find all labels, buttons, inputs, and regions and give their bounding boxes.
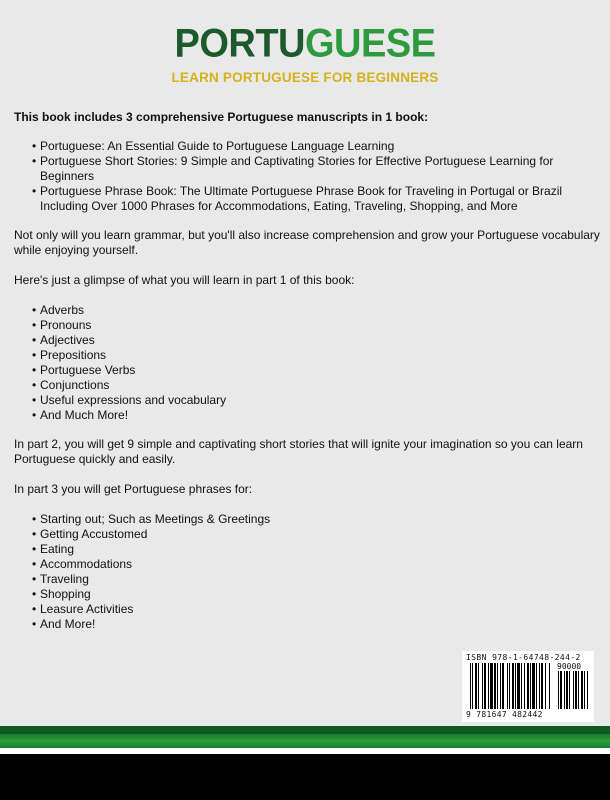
list-item: • Portuguese: An Essential Guide to Portuguese Language Learning — [32, 139, 604, 154]
intro-lead: This book includes 3 comprehensive Portuguese manuscripts in 1 book: — [14, 110, 429, 124]
list-item: • And Much More! — [32, 408, 604, 423]
footer-black-band — [0, 754, 610, 800]
title-part-2: GUESE — [304, 21, 436, 67]
list-item: • Accommodations — [32, 557, 604, 572]
list-item: • Traveling — [32, 572, 604, 587]
list-item: • Adverbs — [32, 303, 604, 318]
book-title — [0, 23, 610, 65]
list-item: • Prepositions — [32, 348, 604, 363]
list-item: • Pronouns — [32, 318, 604, 333]
list-item: • Portuguese Short Stories: 9 Simple and Captivating Stories for Effective Portuguese Learning for Beginners — [32, 154, 604, 184]
isbn-number: 9 781647 482442 — [466, 710, 543, 719]
manuscript-list — [14, 139, 604, 214]
footer-dark-stripe — [0, 726, 610, 734]
barcode-addon-bars — [558, 671, 590, 709]
part3-list — [14, 512, 604, 632]
list-item: • And More! — [32, 617, 604, 632]
list-item: • Getting Accustomed — [32, 527, 604, 542]
barcode-bars — [470, 663, 555, 709]
list-item: • Leasure Activities — [32, 602, 604, 617]
title-part-1: PORTU — [174, 21, 305, 67]
list-item: • Adjectives — [32, 333, 604, 348]
isbn-barcode — [462, 651, 594, 722]
list-item: • Portuguese Verbs — [32, 363, 604, 378]
barcode-stripe — [588, 671, 589, 709]
isbn-label: ISBN 978-1-64748-244-2 — [466, 653, 581, 662]
book-subtitle: LEARN PORTUGUESE FOR BEGINNERS — [171, 70, 439, 85]
price-code: 90000 — [557, 662, 582, 671]
list-item: • Eating — [32, 542, 604, 557]
list-item: • Portuguese Phrase Book: The Ultimate Portuguese Phrase Book for Traveling in Portugal or Brazil Including Over 1000 Phrases for Accommodations, Eating, Traveling, Shopping, and More — [32, 184, 604, 214]
list-item: • Conjunctions — [32, 378, 604, 393]
part1-intro: Here's just a glimpse of what you will learn in part 1 of this book: — [14, 273, 355, 287]
footer-green-stripe — [0, 734, 610, 748]
list-item: • Shopping — [32, 587, 604, 602]
grammar-paragraph: Not only will you learn grammar, but you'll also increase comprehension and grow your Portuguese vocabulary while enjoying yourself. — [14, 228, 600, 257]
list-item: • Useful expressions and vocabulary — [32, 393, 604, 408]
part1-list — [14, 303, 604, 423]
back-cover-text — [14, 110, 604, 646]
part3-intro: In part 3 you will get Portuguese phrases for: — [14, 482, 253, 496]
barcode-stripe — [550, 663, 551, 709]
part2-paragraph: In part 2, you will get 9 simple and captivating short stories that will ignite your imagination so you can learn Portuguese quickly and easily. — [14, 437, 583, 466]
list-item: • Starting out; Such as Meetings & Greetings — [32, 512, 604, 527]
